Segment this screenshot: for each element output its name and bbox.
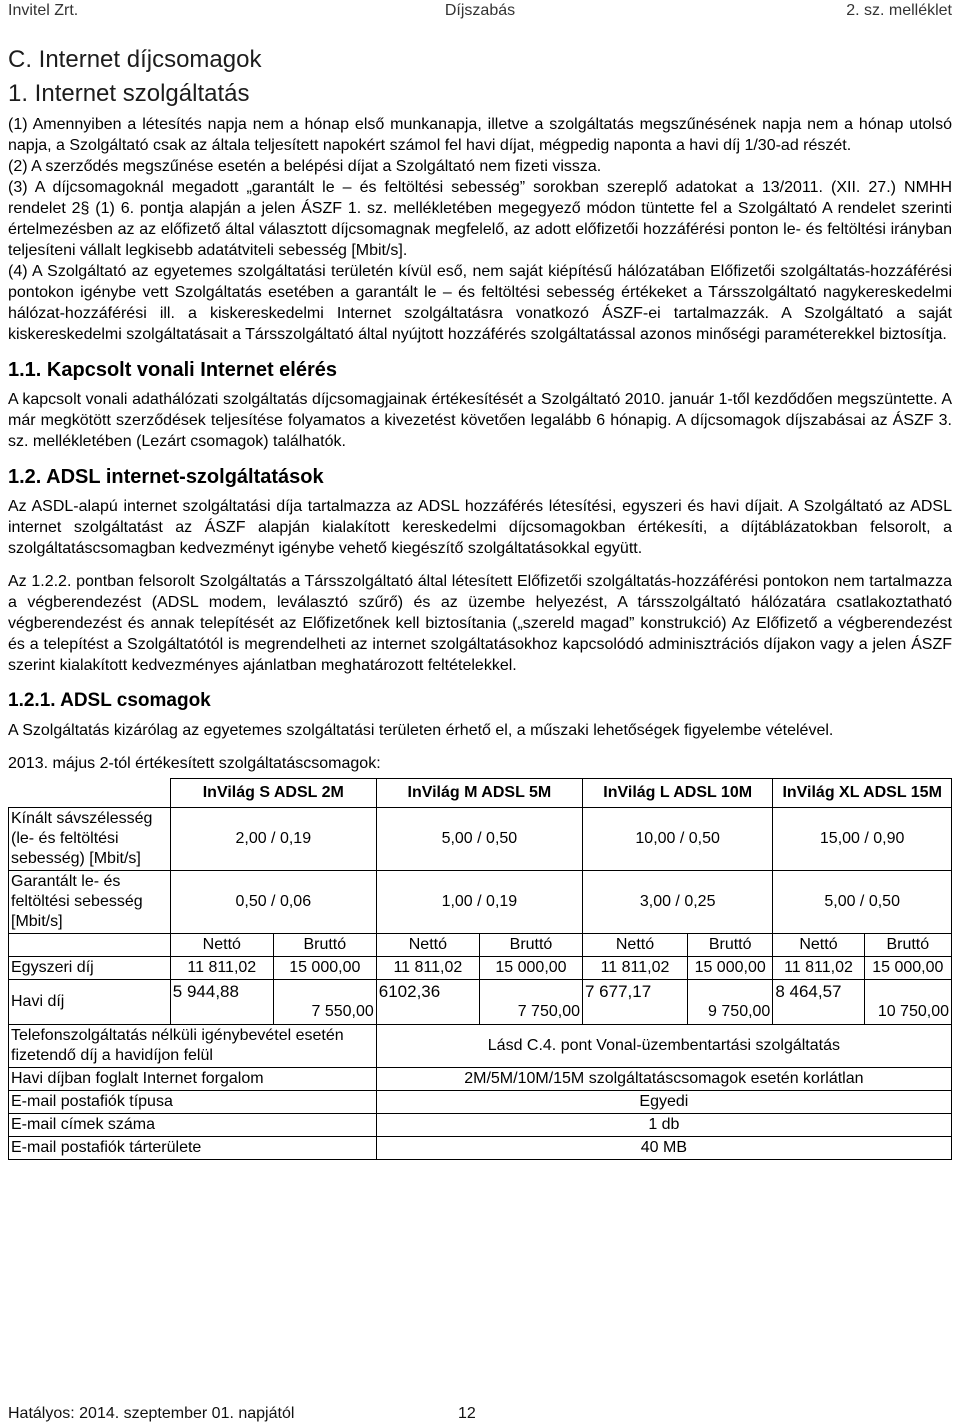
monthly-fee-brutto: [687, 979, 772, 1024]
page-footer: [8, 1404, 476, 1424]
table-row: [9, 807, 952, 870]
package-s-header: InVilág S ADSL 2M: [170, 779, 376, 808]
table-row: [9, 1024, 952, 1067]
guaranteed-speed-m: 1,00 / 0,19: [376, 870, 582, 933]
monthly-fee-brutto: [273, 979, 376, 1024]
onetime-fee: 11 811,02: [582, 956, 687, 979]
paragraph-1-2-1: A Szolgáltatás kizárólag az egyetemes szolgáltatási területen érhető el, a műszaki lehetőségek figyelembe vételével.: [8, 722, 834, 739]
table-row: [9, 1090, 952, 1113]
monthly-fee-value: 5 944,88: [172, 981, 239, 1001]
row-label-monthly: Havi díj: [9, 979, 171, 1024]
row-label-guaranteed: Garantált le- és feltöltési sebesség [Mbit/s]: [9, 870, 171, 933]
offered-speed-s: 2,00 / 0,19: [170, 807, 376, 870]
package-m-header: InVilág M ADSL 5M: [376, 779, 582, 808]
monthly-fee-netto: [582, 979, 687, 1024]
offered-speed-l: 10,00 / 0,50: [582, 807, 772, 870]
netto-label: Nettó: [582, 933, 687, 956]
mailtype-value: Egyedi: [376, 1090, 951, 1113]
onetime-fee: 11 811,02: [773, 956, 864, 979]
row-label-offered: Kínált sávszélesség (le- és feltöltési sebesség) [Mbit/s]: [9, 807, 171, 870]
intro-paragraph-4: (4) A Szolgáltató az egyetemes szolgáltatási területén kívül eső, nem saját kiépítésű hálózatában Előfizetői szolgáltatás-hozzáférési pontokon igénybe vett Szolgáltatás esetében a garantált le – és feltöltési sebesség értékeket a Társszolgáltató nagykereskedelmi hálózat-hozzáférési ill. a kiskereskedelmi Internet szolgáltatásra vonatkozó ÁSZF-ei tartalmazzák. A Szolgáltató a saját kiskereskedelmi szolgáltatásait a Társszolgáltató által nyújtott hozzáférés szolgáltatással azonos minőségi paraméterekkel biztosítja.: [8, 263, 952, 343]
row-label-onetime: Egyszeri díj: [9, 956, 171, 979]
netto-brutto-blank: [9, 933, 171, 956]
netto-label: Nettó: [170, 933, 273, 956]
section-1-2-heading: 1.2. ADSL internet-szolgáltatások: [8, 466, 324, 488]
brutto-label: Bruttó: [480, 933, 583, 956]
row-label-mailcount: E-mail címek száma: [9, 1113, 377, 1136]
row-label-phone: Telefonszolgáltatás nélküli igénybevétel esetén fizetendő díj a havidíjon felül: [9, 1024, 377, 1067]
document-body: [8, 44, 952, 1160]
brutto-label: Bruttó: [864, 933, 951, 956]
footer-page-number: 12: [458, 1405, 476, 1422]
guaranteed-speed-s: 0,50 / 0,06: [170, 870, 376, 933]
table-row: [9, 870, 952, 933]
monthly-fee-value: 6102,36: [378, 981, 441, 1001]
table-corner-cell: [9, 779, 171, 808]
brutto-label: Bruttó: [687, 933, 772, 956]
header-company: Invitel Zrt.: [8, 2, 79, 19]
header-title: Díjszabás: [444, 2, 516, 19]
phone-fee-value: Lásd C.4. pont Vonal-üzembentartási szolgáltatás: [376, 1024, 951, 1067]
onetime-fee: 15 000,00: [480, 956, 583, 979]
monthly-fee-netto: [376, 979, 479, 1024]
section-c-heading: C. Internet díjcsomagok: [8, 46, 262, 73]
section-1-heading: 1. Internet szolgáltatás: [8, 80, 250, 107]
offered-speed-m: 5,00 / 0,50: [376, 807, 582, 870]
table-row: [9, 956, 952, 979]
packages-date-line: 2013. május 2-tól értékesített szolgáltatáscsomagok:: [8, 755, 381, 772]
table-row: [9, 1067, 952, 1090]
monthly-fee-value: 9 750,00: [708, 1002, 771, 1020]
intro-paragraph-2: (2) A szerződés megszűnése esetén a belépési díjat a Szolgáltató nem fizeti vissza.: [8, 158, 602, 175]
intro-paragraph-1: (1) Amennyiben a létesítés napja nem a hónap első munkanapja, illetve a szolgáltatás megszűnésének napja nem a hónap utolsó napja, a Szolgáltató csak az általa teljesített napokért számol fel havi díjat, mégpedig naponta a havi díj 1/30-ad részét.: [8, 116, 952, 154]
guaranteed-speed-l: 3,00 / 0,25: [582, 870, 772, 933]
monthly-fee-brutto: [480, 979, 583, 1024]
onetime-fee: 15 000,00: [687, 956, 772, 979]
monthly-fee-value: 8 464,57: [775, 981, 842, 1001]
netto-label: Nettó: [773, 933, 864, 956]
monthly-fee-value: 7 677,17: [584, 981, 652, 1001]
onetime-fee: 15 000,00: [273, 956, 376, 979]
header-annex: 2. sz. melléklet: [846, 2, 952, 19]
monthly-fee-netto: [773, 979, 864, 1024]
table-row: [9, 1113, 952, 1136]
table-row: [9, 979, 952, 1024]
intro-paragraph-3: (3) A díjcsomagoknál megadott „garantált le – és feltöltési sebesség” sorokban szereplő adatokat a 13/2011. (XII. 27.) NMHH rendelet 2§ (1) 6. pontja alapján a jelen ÁSZF 1. sz. mellékletében megegyező módon tüntette fel a Szolgáltató A rendelet szerinti értelmezésben az az előfizető által választott díjcsomagnak megfelelő, az adott előfizetői hozzáférési ponton le- és feltöltési irányban teljesíteni vállalt legkisebb adatátviteli sebesség [Mbit/s].: [8, 179, 952, 259]
onetime-fee: 11 811,02: [376, 956, 479, 979]
row-label-mailtype: E-mail postafiók típusa: [9, 1090, 377, 1113]
table-row: [9, 1136, 952, 1159]
netto-label: Nettó: [376, 933, 479, 956]
mailsize-value: 40 MB: [376, 1136, 951, 1159]
monthly-fee-brutto: [864, 979, 951, 1024]
package-l-header: InVilág L ADSL 10M: [582, 779, 772, 808]
page-header: [8, 0, 952, 22]
onetime-fee: 11 811,02: [170, 956, 273, 979]
paragraph-1-2a: Az ASDL-alapú internet szolgáltatási díja tartalmazza az ADSL hozzáférés létesítési, egyszeri és havi díjait. A Szolgáltató az ADSL internet szolgáltatást az ÁSZF alapján kialakított kereskedelmi díjcsomagokban értékesíti, a díjtáblázatokban felsorolt, a szolgáltatáscsomagban kedvezményt igénybe vehető kiegészítő szolgáltatásokkal együtt.: [8, 498, 952, 557]
paragraph-1-1: A kapcsolt vonali adathálózati szolgáltatás díjcsomagjainak értékesítését a Szolgáltató 2010. január 1-től kezdődően megszüntette. A már megkötött szerződések teljesítése folyamatos a kivezetést követően legalább 6 hónapig. A díjcsomagok díjszabásai az ÁSZF 3. sz. mellékletében (Lezárt csomagok) találhatók.: [8, 391, 952, 450]
brutto-label: Bruttó: [273, 933, 376, 956]
row-label-traffic: Havi díjban foglalt Internet forgalom: [9, 1067, 377, 1090]
package-xl-header: InVilág XL ADSL 15M: [773, 779, 952, 808]
row-label-mailsize: E-mail postafiók tárterülete: [9, 1136, 377, 1159]
table-row: [9, 933, 952, 956]
monthly-fee-value: 7 750,00: [517, 1002, 580, 1020]
footer-validity: Hatályos: 2014. szeptember 01. napjától: [8, 1405, 295, 1422]
adsl-packages-table: [8, 778, 952, 1160]
monthly-fee-value: 10 750,00: [877, 1002, 949, 1020]
monthly-fee-netto: [170, 979, 273, 1024]
traffic-value: 2M/5M/10M/15M szolgáltatáscsomagok esetén korlátlan: [376, 1067, 951, 1090]
table-header-row: [9, 779, 952, 808]
paragraph-1-2b: Az 1.2.2. pontban felsorolt Szolgáltatás a Társszolgáltató által létesített Előfizetői szolgáltatás-hozzáférési pontokon nem tartalmazza a végberendezést (ADSL modem, leválasztó szűrő) és az üzembe helyezést, A társszolgáltató hálózatára csatlakoztatható végberendezést és annak telepítését az Előfizetőnek kell biztosítania („szereld magad” konstrukció) Az Előfizető a végberendezést és a telepítést a Szolgáltatótól is megrendelheti az internet szolgáltatásokhoz kapcsolódó adminisztrációs díjakon vagy a jelen ÁSZF szerint kialakított kedvezményes ajánlatban meghatározott feltételekkel.: [8, 573, 952, 674]
offered-speed-xl: 15,00 / 0,90: [773, 807, 952, 870]
guaranteed-speed-xl: 5,00 / 0,50: [773, 870, 952, 933]
section-1-2-1-heading: 1.2.1. ADSL csomagok: [8, 690, 211, 711]
monthly-fee-value: 7 550,00: [311, 1002, 374, 1020]
mailcount-value: 1 db: [376, 1113, 951, 1136]
onetime-fee: 15 000,00: [864, 956, 951, 979]
section-1-1-heading: 1.1. Kapcsolt vonali Internet elérés: [8, 359, 338, 381]
